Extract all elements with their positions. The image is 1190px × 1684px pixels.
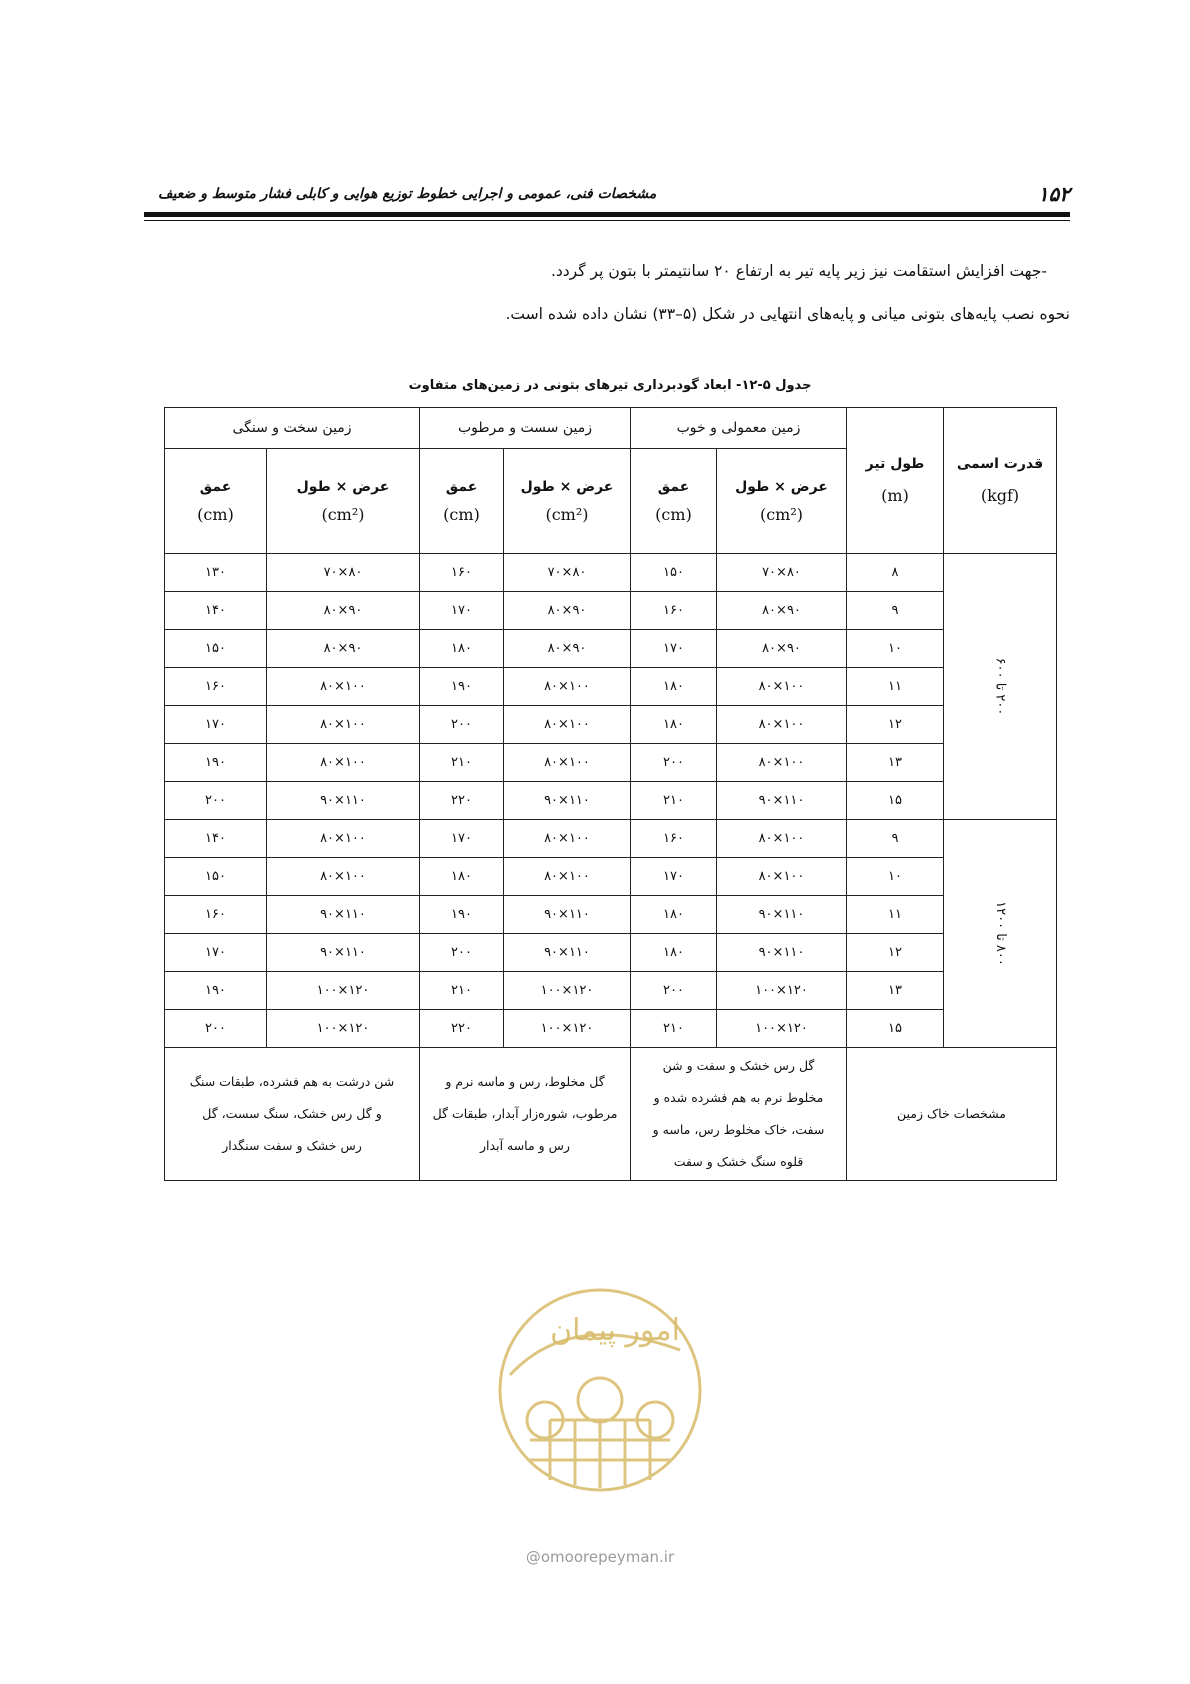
soil-characteristics-row: [165, 1048, 1057, 1181]
soft-area-cell: ۹۰×۸۰: [504, 630, 631, 668]
hard-area-cell: ۱۲۰×۱۰۰: [267, 1010, 420, 1048]
hard-area-cell: ۱۲۰×۱۰۰: [267, 972, 420, 1010]
normal-area-cell: ۱۲۰×۱۰۰: [717, 1010, 847, 1048]
soft-area-cell: ۱۰۰×۸۰: [504, 858, 631, 896]
soft-area-cell: ۱۰۰×۸۰: [504, 668, 631, 706]
soil-label: مشخصات خاک زمین: [847, 1048, 1057, 1181]
header-depth-soft: عمق (cm): [420, 449, 504, 554]
soft-depth-cell: ۱۹۰: [420, 896, 504, 934]
table-row: [165, 972, 1057, 1010]
soil-normal: گل رس خشک و سفت و شن مخلوط نرم به هم فشرده شده و سفت، خاک مخلوط رس، ماسه و قلوه سنگ خشک و سفت: [631, 1048, 847, 1181]
normal-area-cell: ۱۰۰×۸۰: [717, 706, 847, 744]
normal-depth-cell: ۱۸۰: [631, 668, 717, 706]
soft-depth-cell: ۲۲۰: [420, 782, 504, 820]
excavation-dimensions-table: [164, 407, 1057, 1181]
hard-depth-cell: ۱۴۰: [165, 820, 267, 858]
running-header-title: مشخصات فنی، عمومی و اجرایی خطوط توزیع هوایی و کابلی فشار متوسط و ضعیف: [158, 186, 657, 202]
soft-depth-cell: ۱۷۰: [420, 820, 504, 858]
header-depth-normal: عمق (cm): [631, 449, 717, 554]
soft-depth-cell: ۱۸۰: [420, 858, 504, 896]
normal-depth-cell: ۱۵۰: [631, 554, 717, 592]
pole-length-cell: ۱۵: [847, 782, 944, 820]
normal-area-cell: ۱۱۰×۹۰: [717, 896, 847, 934]
hard-depth-cell: ۲۰۰: [165, 1010, 267, 1048]
soil-hard: شن درشت به هم فشرده، طبقات سنگ و گل رس خشک، سنگ سست، گل رس خشک و سفت سنگدار: [165, 1048, 420, 1181]
hard-depth-cell: ۲۰۰: [165, 782, 267, 820]
normal-depth-cell: ۲۰۰: [631, 744, 717, 782]
header-rated-capacity: قدرت اسمی (kgf): [944, 408, 1057, 554]
watermark-logo: [490, 1280, 710, 1500]
soft-depth-cell: ۲۰۰: [420, 706, 504, 744]
header-group-normal-ground: زمین معمولی و خوب: [631, 408, 847, 449]
pole-length-cell: ۱۳: [847, 744, 944, 782]
hard-area-cell: ۱۰۰×۸۰: [267, 706, 420, 744]
hard-area-cell: ۱۰۰×۸۰: [267, 744, 420, 782]
soft-depth-cell: ۲۱۰: [420, 972, 504, 1010]
normal-depth-cell: ۲۰۰: [631, 972, 717, 1010]
pole-length-cell: ۱۲: [847, 706, 944, 744]
soft-area-cell: ۱۲۰×۱۰۰: [504, 1010, 631, 1048]
soft-area-cell: ۱۰۰×۸۰: [504, 744, 631, 782]
hard-depth-cell: ۱۷۰: [165, 706, 267, 744]
soft-depth-cell: ۱۷۰: [420, 592, 504, 630]
watermark-url: @omoorepeyman.ir: [525, 1548, 675, 1566]
pole-length-cell: ۱۰: [847, 630, 944, 668]
normal-area-cell: ۱۱۰×۹۰: [717, 782, 847, 820]
header-divider: [144, 212, 1070, 221]
normal-depth-cell: ۱۶۰: [631, 820, 717, 858]
hard-depth-cell: ۱۵۰: [165, 630, 267, 668]
normal-area-cell: ۱۰۰×۸۰: [717, 820, 847, 858]
rated-capacity-cell: ۸۰۰ تا ۱۲۰۰: [944, 820, 1057, 1048]
header-group-hard-ground: زمین سخت و سنگی: [165, 408, 420, 449]
soft-depth-cell: ۲۱۰: [420, 744, 504, 782]
hard-area-cell: ۱۰۰×۸۰: [267, 668, 420, 706]
page-header: [144, 176, 1070, 210]
normal-area-cell: ۱۲۰×۱۰۰: [717, 972, 847, 1010]
rated-capacity-cell: ۲۰۰ تا ۶۰۰: [944, 554, 1057, 820]
hard-depth-cell: ۱۵۰: [165, 858, 267, 896]
svg-text:امور پیمان: امور پیمان: [550, 1313, 680, 1348]
soft-area-cell: ۱۱۰×۹۰: [504, 782, 631, 820]
hard-area-cell: ۱۱۰×۹۰: [267, 896, 420, 934]
normal-depth-cell: ۱۷۰: [631, 630, 717, 668]
table-row: [165, 668, 1057, 706]
hard-depth-cell: ۱۹۰: [165, 972, 267, 1010]
hard-area-cell: ۹۰×۸۰: [267, 630, 420, 668]
soft-area-cell: ۸۰×۷۰: [504, 554, 631, 592]
hard-depth-cell: ۱۶۰: [165, 668, 267, 706]
hard-depth-cell: ۱۴۰: [165, 592, 267, 630]
table-row: [165, 858, 1057, 896]
header-area-soft: عرض × طول (cm²): [504, 449, 631, 554]
table-row: [165, 896, 1057, 934]
normal-depth-cell: ۱۸۰: [631, 706, 717, 744]
normal-depth-cell: ۲۱۰: [631, 782, 717, 820]
page-number: ۱۵۲: [1037, 182, 1070, 206]
header-area-hard: عرض × طول (cm²): [267, 449, 420, 554]
normal-depth-cell: ۲۱۰: [631, 1010, 717, 1048]
normal-area-cell: ۱۰۰×۸۰: [717, 858, 847, 896]
normal-depth-cell: ۱۸۰: [631, 934, 717, 972]
hard-area-cell: ۱۰۰×۸۰: [267, 858, 420, 896]
soft-depth-cell: ۲۲۰: [420, 1010, 504, 1048]
table-row: [165, 820, 1057, 858]
pole-length-cell: ۱۱: [847, 668, 944, 706]
table-row: [165, 554, 1057, 592]
soft-area-cell: ۹۰×۸۰: [504, 592, 631, 630]
soft-depth-cell: ۱۸۰: [420, 630, 504, 668]
pole-length-cell: ۹: [847, 820, 944, 858]
hard-area-cell: ۸۰×۷۰: [267, 554, 420, 592]
hard-depth-cell: ۱۶۰: [165, 896, 267, 934]
normal-area-cell: ۸۰×۷۰: [717, 554, 847, 592]
soft-area-cell: ۱۰۰×۸۰: [504, 820, 631, 858]
header-depth-hard: عمق (cm): [165, 449, 267, 554]
table-row: [165, 782, 1057, 820]
soft-area-cell: ۱۱۰×۹۰: [504, 934, 631, 972]
normal-depth-cell: ۱۶۰: [631, 592, 717, 630]
table-row: [165, 706, 1057, 744]
hard-depth-cell: ۱۷۰: [165, 934, 267, 972]
table-row: [165, 744, 1057, 782]
table-row: [165, 592, 1057, 630]
hard-area-cell: ۱۰۰×۸۰: [267, 820, 420, 858]
table-row: [165, 1010, 1057, 1048]
normal-area-cell: ۱۰۰×۸۰: [717, 668, 847, 706]
pole-length-cell: ۱۵: [847, 1010, 944, 1048]
hard-area-cell: ۹۰×۸۰: [267, 592, 420, 630]
header-group-soft-ground: زمین سست و مرطوب: [420, 408, 631, 449]
pole-length-cell: ۱۳: [847, 972, 944, 1010]
pole-length-cell: ۱۲: [847, 934, 944, 972]
hard-depth-cell: ۱۹۰: [165, 744, 267, 782]
table-row: [165, 934, 1057, 972]
hard-area-cell: ۱۱۰×۹۰: [267, 782, 420, 820]
soft-depth-cell: ۲۰۰: [420, 934, 504, 972]
pole-length-cell: ۱۰: [847, 858, 944, 896]
pole-length-cell: ۸: [847, 554, 944, 592]
normal-area-cell: ۱۰۰×۸۰: [717, 744, 847, 782]
soil-soft: گل مخلوط، رس و ماسه نرم و مرطوب، شوره‌زار آبدار، طبقات گل رس و ماسه آبدار: [420, 1048, 631, 1181]
normal-depth-cell: ۱۷۰: [631, 858, 717, 896]
table-caption: جدول ۵-۱۲- ابعاد گودبرداری تیرهای بتونی در زمین‌های متفاوت: [408, 378, 812, 393]
pole-length-cell: ۹: [847, 592, 944, 630]
soft-area-cell: ۱۱۰×۹۰: [504, 896, 631, 934]
soft-depth-cell: ۱۶۰: [420, 554, 504, 592]
header-pole-length: طول تیر (m): [847, 408, 944, 554]
paragraph-2: نحوه نصب پایه‌های بتونی میانی و پایه‌های انتهایی در شکل (۵–۳۳) نشان داده شده است.: [505, 305, 1070, 323]
normal-depth-cell: ۱۸۰: [631, 896, 717, 934]
soft-area-cell: ۱۰۰×۸۰: [504, 706, 631, 744]
soft-area-cell: ۱۲۰×۱۰۰: [504, 972, 631, 1010]
normal-area-cell: ۱۱۰×۹۰: [717, 934, 847, 972]
normal-area-cell: ۹۰×۸۰: [717, 630, 847, 668]
pole-length-cell: ۱۱: [847, 896, 944, 934]
hard-area-cell: ۱۱۰×۹۰: [267, 934, 420, 972]
hard-depth-cell: ۱۳۰: [165, 554, 267, 592]
soft-depth-cell: ۱۹۰: [420, 668, 504, 706]
table-row: [165, 630, 1057, 668]
paragraph-1: -جهت افزایش استقامت نیز زیر پایه تیر به ارتفاع ۲۰ سانتیمتر با بتون پر گردد.: [550, 262, 1047, 280]
normal-area-cell: ۹۰×۸۰: [717, 592, 847, 630]
header-area-normal: عرض × طول (cm²): [717, 449, 847, 554]
